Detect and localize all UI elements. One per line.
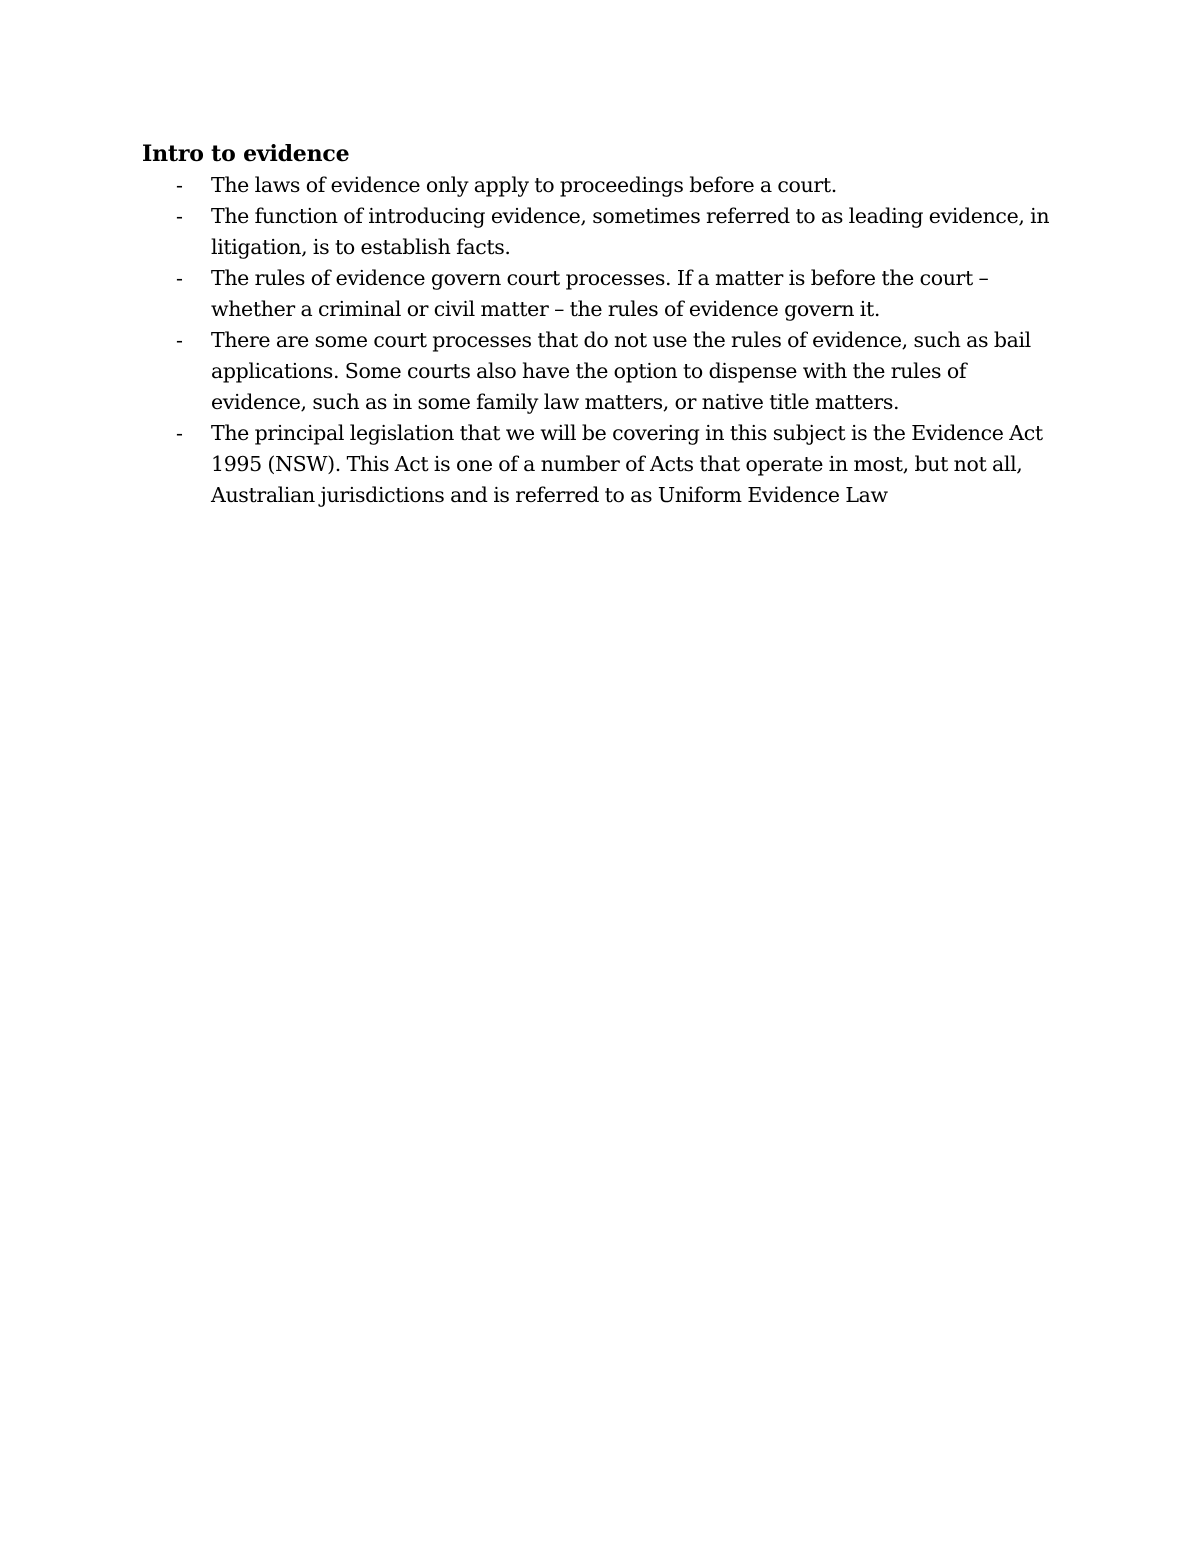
bullet-item xyxy=(142,170,1062,201)
bullet-dash: - xyxy=(176,173,183,197)
bullet-item xyxy=(142,418,1062,511)
bullet-item xyxy=(142,263,1062,325)
bullet-text: The laws of evidence only apply to proceedings before a court. xyxy=(211,173,837,197)
bullet-text: The function of introducing evidence, sometimes referred to as leading evidence, in litigation, is to establish facts. xyxy=(211,204,1050,259)
bullet-item xyxy=(142,201,1062,263)
section-heading: Intro to evidence xyxy=(142,141,350,167)
bullet-text: The rules of evidence govern court processes. If a matter is before the court – whether a criminal or civil matter – the rules of evidence govern it. xyxy=(211,266,989,321)
bullet-dash: - xyxy=(176,421,183,445)
document-body xyxy=(142,139,1062,511)
bullet-dash: - xyxy=(176,204,183,228)
bullet-dash: - xyxy=(176,266,183,290)
bullet-item xyxy=(142,325,1062,418)
bullet-list xyxy=(142,170,1062,511)
bullet-text: There are some court processes that do not use the rules of evidence, such as bail applications. Some courts also have the option to dispense with the rules of evidence, such as in some family law matters, or native title matters. xyxy=(211,328,1031,414)
bullet-dash: - xyxy=(176,328,183,352)
bullet-text: The principal legislation that we will be covering in this subject is the Evidence Act 1995 (NSW). This Act is one of a number of Acts that operate in most, but not all, Australian jurisdictions and is referred to as Uniform Evidence Law xyxy=(211,421,1043,507)
